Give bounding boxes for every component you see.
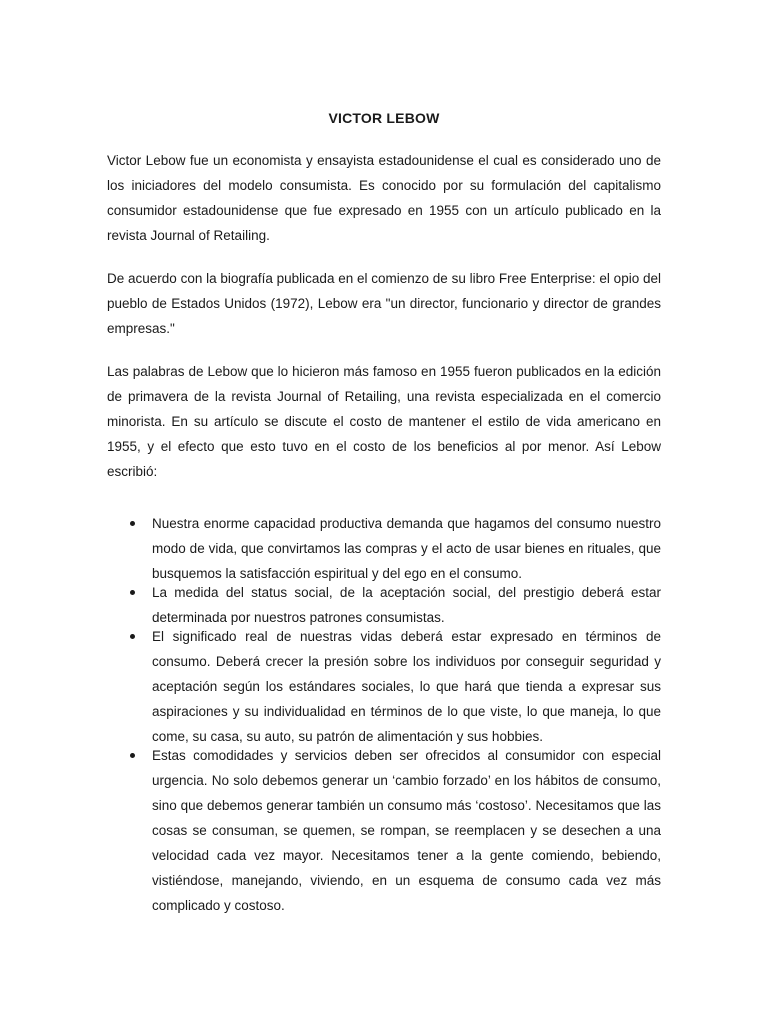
document-title: VICTOR LEBOW xyxy=(328,110,440,126)
bullet-icon xyxy=(130,521,135,526)
list-item xyxy=(107,511,661,586)
bullet-icon xyxy=(130,753,135,758)
paragraph-intro: Victor Lebow fue un economista y ensayista estadounidense el cual es considerado uno de los iniciadores del modelo consumista. Es conocido por su formulación del capitalismo consumidor estadounidense que fue expresado en 1955 con un artículo publicado en la revista Journal of Retailing. xyxy=(107,153,661,243)
list-item-text: Nuestra enorme capacidad productiva demanda que hagamos del consumo nuestro modo de vida, que convirtamos las compras y el acto de usar bienes en rituales, que busquemos la satisfacción espiritual y del ego en el consumo. xyxy=(152,516,661,581)
quote-bullet-list xyxy=(107,511,661,918)
bullet-icon xyxy=(130,634,135,639)
list-item-text: La medida del status social, de la aceptación social, del prestigio deberá estar determinada por nuestros patrones consumistas. xyxy=(152,585,661,625)
list-item xyxy=(107,743,661,918)
list-item-text: Estas comodidades y servicios deben ser ofrecidos al consumidor con especial urgencia. No solo debemos generar un ‘cambio forzado’ en los hábitos de consumo, sino que debemos generar también un consumo más ‘costoso’. Necesitamos que las cosas se consuman, se quemen, se rompan, se reemplacen y se desechen a una velocidad cada vez mayor. Necesitamos tener a la gente comiendo, bebiendo, vistiéndose, manejando, viviendo, en un esquema de consumo cada vez más complicado y costoso. xyxy=(152,748,661,913)
list-item xyxy=(107,580,661,630)
paragraph-journal: Las palabras de Lebow que lo hicieron más famoso en 1955 fueron publicados en la edición de primavera de la revista Journal of Retailing, una revista especializada en el comercio minorista. En su artículo se discute el costo de mantener el estilo de vida americano en 1955, y el efecto que esto tuvo en el costo de los beneficios al por menor. Así Lebow escribió: xyxy=(107,364,661,479)
bullet-icon xyxy=(130,590,135,595)
list-item xyxy=(107,624,661,749)
paragraph-biography: De acuerdo con la biografía publicada en el comienzo de su libro Free Enterprise: el opio del pueblo de Estados Unidos (1972), Lebow era "un director, funcionario y director de grandes empresas." xyxy=(107,271,661,336)
list-item-text: El significado real de nuestras vidas deberá estar expresado en términos de consumo. Deberá crecer la presión sobre los individuos por conseguir seguridad y aceptación según los estándares sociales, lo que hará que tienda a expresar sus aspiraciones y su individualidad en términos de lo que viste, lo que maneja, lo que come, su casa, su auto, su patrón de alimentación y sus hobbies. xyxy=(152,629,661,744)
document-page xyxy=(107,108,661,912)
